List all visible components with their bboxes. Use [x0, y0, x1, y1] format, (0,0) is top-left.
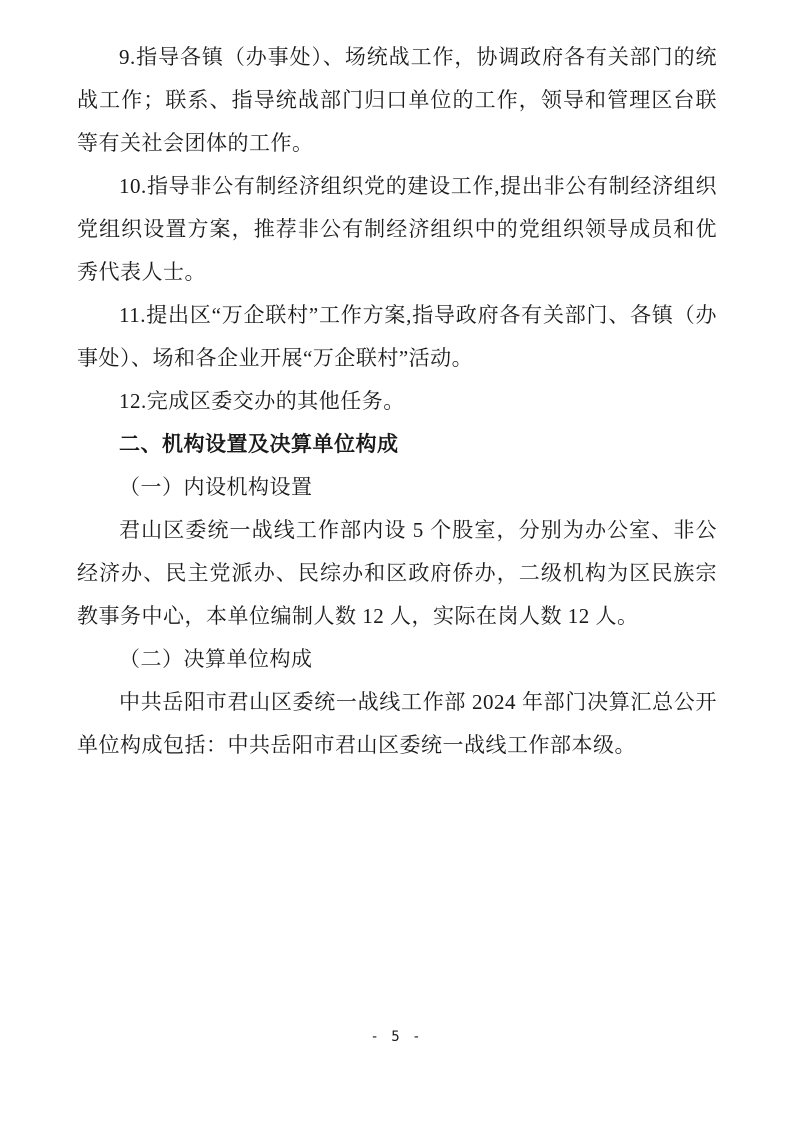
paragraph-duty-11: 11.提出区“万企联村”工作方案,指导政府各有关部门、各镇（办事处）、场和各企业开展“万企联村”活动。 [77, 303, 717, 370]
subsection-heading-2: （二）决算单位构成 [119, 647, 313, 671]
paragraph-duty-12: 12.完成区委交办的其他任务。 [119, 389, 405, 413]
subsection-1-body: 君山区委统一战线工作部内设 5 个股室，分别为办公室、非公经济办、民主党派办、民综办和区政府侨办，二级机构为区民族宗教事务中心，本单位编制人数 12 人，实际在岗人数 12 人。 [77, 518, 717, 628]
subsection-heading-1: （一）内设机构设置 [119, 475, 313, 499]
paragraph-duty-9: 9.指导各镇（办事处）、场统战工作，协调政府各有关部门的统战工作；联系、指导统战部门归口单位的工作，领导和管理区台联等有关社会团体的工作。 [77, 45, 717, 155]
page-number: - 5 - [370, 1029, 423, 1045]
section-heading-2: 二、机构设置及决算单位构成 [119, 433, 399, 456]
document-body [77, 36, 717, 767]
subsection-2-body: 中共岳阳市君山区委统一战线工作部 2024 年部门决算汇总公开单位构成包括：中共岳阳市君山区委统一战线工作部本级。 [77, 690, 717, 757]
paragraph-duty-10: 10.指导非公有制经济组织党的建设工作,提出非公有制经济组织党组织设置方案，推荐非公有制经济组织中的党组织领导成员和优秀代表人士。 [77, 174, 717, 284]
